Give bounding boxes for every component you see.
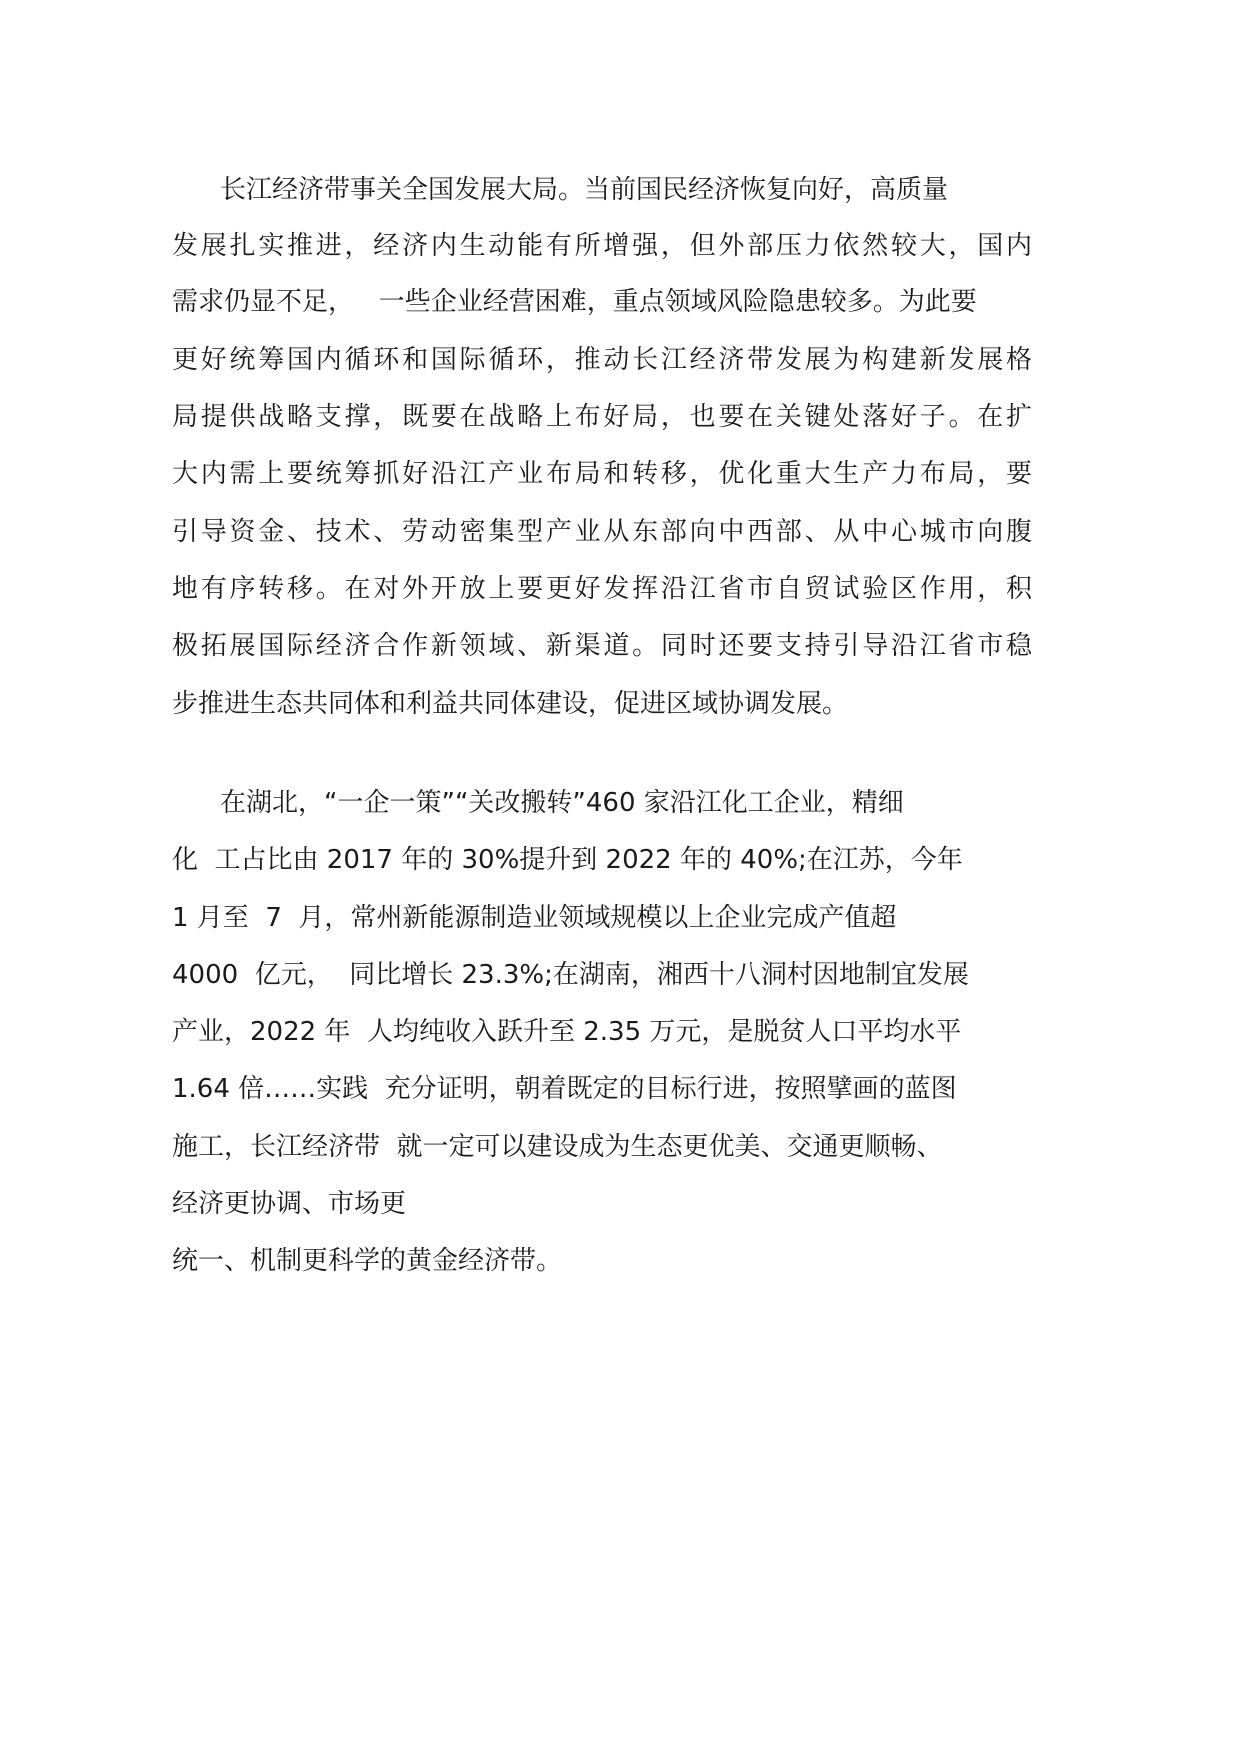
paragraph-2-line-8: 经济更协调、市场更 xyxy=(172,1189,407,1219)
paragraph-1-line-3: 需求仍显不足， 一些企业经营困难，重点领域风险隐患较多。为此要 xyxy=(172,287,977,317)
paragraph-2-line-3: 1 月至 7 月，常州新能源制造业领域规模以上企业完成产值超 xyxy=(172,903,897,933)
paragraph-2-line-5: 产业，2022 年 人均纯收入跃升至 2.35 万元，是脱贫人口平均水平 xyxy=(172,1017,962,1047)
paragraph-1-line-6: 大内需上要统筹抓好沿江产业布局和转移，优化重大生产力布局，要 xyxy=(172,459,1032,489)
paragraph-2-line-1: 在湖北，“一企一策”“关改搬转”460 家沿江化工企业，精细 xyxy=(220,788,904,818)
paragraph-1-line-7: 引导资金、技术、劳动密集型产业从东部向中西部、从中心城市向腹 xyxy=(172,517,1032,547)
paragraph-1-line-9: 极拓展国际经济合作新领域、新渠道。同时还要支持引导沿江省市稳 xyxy=(172,631,1032,661)
paragraph-2-line-6: 1.64 倍……实践 充分证明，朝着既定的目标行进，按照擘画的蓝图 xyxy=(172,1074,957,1104)
paragraph-2-line-9: 统一、机制更科学的黄金经济带。 xyxy=(172,1246,563,1276)
paragraph-2-line-4: 4000 亿元， 同比增长 23.3%;在湖南，湘西十八洞村因地制宜发展 xyxy=(172,960,969,990)
paragraph-1-line-1: 长江经济带事关全国发展大局。当前国民经济恢复向好，高质量 xyxy=(220,175,949,205)
paragraph-2-line-7: 施工，长江经济带 就一定可以建设成为生态更优美、交通更顺畅、 xyxy=(172,1132,943,1162)
paragraph-1-line-2: 发展扎实推进，经济内生动能有所增强，但外部压力依然较大，国内 xyxy=(172,231,1032,261)
paragraph-1-line-8: 地有序转移。在对外开放上要更好发挥沿江省市自贸试验区作用，积 xyxy=(172,574,1032,604)
paragraph-1-line-4: 更好统筹国内循环和国际循环，推动长江经济带发展为构建新发展格 xyxy=(172,345,1032,375)
paragraph-1-line-5: 局提供战略支撑，既要在战略上布好局，也要在关键处落好子。在扩 xyxy=(172,402,1032,432)
paragraph-2-line-2: 化 工占比由 2017 年的 30%提升到 2022 年的 40%;在江苏，今年 xyxy=(172,845,963,875)
paragraph-1-line-10: 步推进生态共同体和利益共同体建设，促进区域协调发展。 xyxy=(172,689,849,719)
